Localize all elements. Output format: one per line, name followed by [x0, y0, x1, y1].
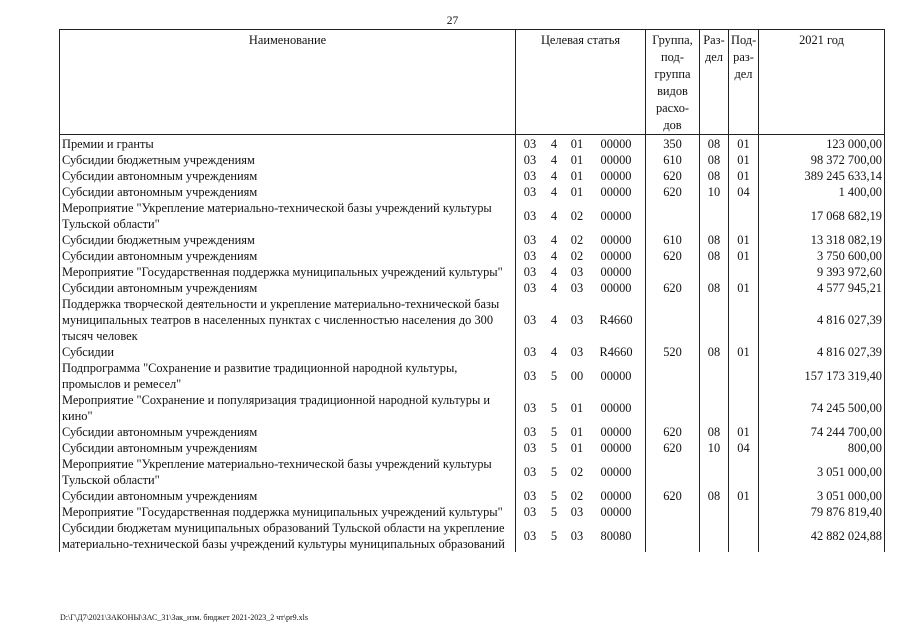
code-part-1: 03	[523, 233, 537, 247]
code-part-4: 00000	[600, 169, 632, 183]
row-name: Субсидии	[60, 344, 516, 360]
table-row	[60, 440, 885, 456]
code-part-1: 03	[523, 369, 537, 383]
row-target-article	[516, 184, 646, 200]
row-subsection	[729, 456, 759, 488]
row-amount: 3 051 000,00	[759, 488, 885, 504]
row-expense-group: 350	[646, 135, 700, 153]
table-row	[60, 232, 885, 248]
table-row	[60, 200, 885, 232]
row-amount: 79 876 819,40	[759, 504, 885, 520]
row-section	[700, 296, 729, 344]
code-part-1: 03	[523, 313, 537, 327]
row-amount: 4 577 945,21	[759, 280, 885, 296]
row-expense-group: 620	[646, 280, 700, 296]
code-part-3: 01	[570, 137, 584, 151]
row-subsection: 01	[729, 488, 759, 504]
code-part-3: 01	[570, 425, 584, 439]
code-part-4: 80080	[600, 529, 632, 543]
row-amount: 3 051 000,00	[759, 456, 885, 488]
table-row	[60, 248, 885, 264]
code-part-4: 00000	[600, 441, 632, 455]
row-target-article	[516, 344, 646, 360]
row-section: 08	[700, 344, 729, 360]
header-name: Наименование	[60, 30, 516, 135]
row-expense-group	[646, 456, 700, 488]
row-target-article	[516, 360, 646, 392]
code-part-4: 00000	[600, 465, 632, 479]
row-subsection: 01	[729, 280, 759, 296]
code-part-3: 02	[570, 489, 584, 503]
row-subsection: 01	[729, 168, 759, 184]
row-amount: 98 372 700,00	[759, 152, 885, 168]
row-subsection	[729, 296, 759, 344]
header-row	[60, 30, 885, 135]
row-expense-group	[646, 296, 700, 344]
row-name: Субсидии бюджетным учреждениям	[60, 152, 516, 168]
row-target-article	[516, 232, 646, 248]
row-name: Поддержка творческой деятельности и укрепление материально-технической базы муниципальных театров в населенных пунктах с численностью населения до 300 тысяч человек	[60, 296, 516, 344]
row-amount: 4 816 027,39	[759, 344, 885, 360]
code-part-4: 00000	[600, 505, 632, 519]
code-part-1: 03	[523, 249, 537, 263]
row-expense-group: 620	[646, 424, 700, 440]
code-part-3: 01	[570, 185, 584, 199]
code-part-2: 4	[550, 233, 558, 247]
header-section: Раз- дел	[700, 30, 729, 135]
code-part-2: 4	[550, 185, 558, 199]
row-target-article	[516, 135, 646, 153]
code-part-1: 03	[523, 489, 537, 503]
code-part-3: 03	[570, 313, 584, 327]
row-target-article	[516, 200, 646, 232]
row-amount: 13 318 082,19	[759, 232, 885, 248]
code-part-4: 00000	[600, 185, 632, 199]
code-part-2: 5	[550, 505, 558, 519]
code-part-4: 00000	[600, 489, 632, 503]
row-expense-group: 620	[646, 168, 700, 184]
row-amount: 9 393 972,60	[759, 264, 885, 280]
code-part-3: 02	[570, 465, 584, 479]
code-part-4: 00000	[600, 281, 632, 295]
row-subsection	[729, 504, 759, 520]
code-part-1: 03	[523, 505, 537, 519]
code-part-3: 03	[570, 345, 584, 359]
row-subsection: 01	[729, 424, 759, 440]
code-part-1: 03	[523, 465, 537, 479]
code-part-3: 02	[570, 209, 584, 223]
code-part-4: 00000	[600, 249, 632, 263]
row-target-article	[516, 456, 646, 488]
code-part-2: 4	[550, 281, 558, 295]
footer-file-path: D:\Г\Д7\2021\ЗАКОНЫ\ЗАС_31\Зак_изм. бюджет 2021-2023_2 чт\pr9.xls	[60, 613, 309, 622]
row-target-article	[516, 440, 646, 456]
row-target-article	[516, 392, 646, 424]
code-part-3: 01	[570, 441, 584, 455]
row-section: 08	[700, 248, 729, 264]
row-amount: 1 400,00	[759, 184, 885, 200]
row-subsection: 01	[729, 135, 759, 153]
code-part-3: 00	[570, 369, 584, 383]
row-expense-group: 610	[646, 152, 700, 168]
row-expense-group: 520	[646, 344, 700, 360]
code-part-3: 02	[570, 233, 584, 247]
row-expense-group	[646, 504, 700, 520]
code-part-2: 5	[550, 425, 558, 439]
code-part-2: 5	[550, 529, 558, 543]
row-amount: 3 750 600,00	[759, 248, 885, 264]
page-number: 27	[446, 15, 459, 27]
row-expense-group: 620	[646, 488, 700, 504]
header-year-2021: 2021 год	[759, 30, 885, 135]
row-name: Субсидии автономным учреждениям	[60, 184, 516, 200]
row-name: Субсидии бюджетным учреждениям	[60, 232, 516, 248]
row-name: Субсидии автономным учреждениям	[60, 488, 516, 504]
code-part-1: 03	[523, 345, 537, 359]
row-amount: 74 245 500,00	[759, 392, 885, 424]
code-part-4: 00000	[600, 401, 632, 415]
code-part-1: 03	[523, 441, 537, 455]
code-part-1: 03	[523, 265, 537, 279]
row-subsection	[729, 264, 759, 280]
code-part-4: 00000	[600, 265, 632, 279]
row-expense-group: 620	[646, 248, 700, 264]
row-target-article	[516, 280, 646, 296]
row-target-article	[516, 504, 646, 520]
code-part-2: 4	[550, 209, 558, 223]
row-target-article	[516, 152, 646, 168]
row-amount: 123 000,00	[759, 135, 885, 153]
row-expense-group: 620	[646, 440, 700, 456]
code-part-3: 03	[570, 265, 584, 279]
header-expense-group: Группа, под- группа видов расхо- дов	[646, 30, 700, 135]
budget-table	[59, 29, 885, 552]
code-part-3: 02	[570, 249, 584, 263]
code-part-3: 03	[570, 281, 584, 295]
budget-sheet	[59, 29, 884, 552]
row-section: 08	[700, 152, 729, 168]
code-part-1: 03	[523, 425, 537, 439]
code-part-4: 00000	[600, 153, 632, 167]
code-part-2: 4	[550, 345, 558, 359]
row-name: Субсидии автономным учреждениям	[60, 248, 516, 264]
row-name: Премии и гранты	[60, 135, 516, 153]
table-row	[60, 456, 885, 488]
table-row	[60, 152, 885, 168]
table-row	[60, 296, 885, 344]
row-section	[700, 360, 729, 392]
row-target-article	[516, 168, 646, 184]
row-expense-group	[646, 520, 700, 552]
row-expense-group	[646, 264, 700, 280]
code-part-1: 03	[523, 401, 537, 415]
code-part-3: 03	[570, 529, 584, 543]
code-part-2: 4	[550, 169, 558, 183]
code-part-1: 03	[523, 529, 537, 543]
row-name: Подпрограмма "Сохранение и развитие традиционной народной культуры, промыслов и ремесел"	[60, 360, 516, 392]
row-amount: 4 816 027,39	[759, 296, 885, 344]
code-part-2: 5	[550, 369, 558, 383]
row-name: Субсидии бюджетам муниципальных образований Тульской области на укрепление материально-технической базы учреждений культуры муниципальных образований	[60, 520, 516, 552]
row-amount: 42 882 024,88	[759, 520, 885, 552]
code-part-3: 01	[570, 401, 584, 415]
code-part-1: 03	[523, 209, 537, 223]
code-part-2: 4	[550, 249, 558, 263]
table-row	[60, 504, 885, 520]
header-target-article: Целевая статья	[516, 30, 646, 135]
code-part-2: 5	[550, 401, 558, 415]
row-section	[700, 392, 729, 424]
row-amount: 800,00	[759, 440, 885, 456]
budget-rows	[60, 135, 885, 553]
code-part-4: 00000	[600, 137, 632, 151]
table-row	[60, 424, 885, 440]
code-part-3: 01	[570, 169, 584, 183]
code-part-3: 03	[570, 505, 584, 519]
table-row	[60, 344, 885, 360]
row-expense-group	[646, 360, 700, 392]
table-row	[60, 488, 885, 504]
row-section	[700, 264, 729, 280]
code-part-1: 03	[523, 281, 537, 295]
code-part-1: 03	[523, 153, 537, 167]
code-part-4: 00000	[600, 233, 632, 247]
code-part-3: 01	[570, 153, 584, 167]
row-section: 10	[700, 184, 729, 200]
row-expense-group	[646, 200, 700, 232]
row-name: Субсидии автономным учреждениям	[60, 424, 516, 440]
code-part-4: 00000	[600, 425, 632, 439]
row-section: 08	[700, 168, 729, 184]
row-section: 08	[700, 232, 729, 248]
code-part-1: 03	[523, 137, 537, 151]
row-name: Мероприятие "Укрепление материально-технической базы учреждений культуры Тульской области"	[60, 200, 516, 232]
row-target-article	[516, 296, 646, 344]
code-part-2: 4	[550, 313, 558, 327]
code-part-2: 5	[550, 441, 558, 455]
row-subsection: 01	[729, 344, 759, 360]
row-name: Субсидии автономным учреждениям	[60, 168, 516, 184]
row-subsection: 04	[729, 184, 759, 200]
table-row	[60, 360, 885, 392]
row-name: Мероприятие "Государственная поддержка муниципальных учреждений культуры"	[60, 264, 516, 280]
code-part-4: 00000	[600, 369, 632, 383]
code-part-4: R4660	[599, 345, 633, 359]
code-part-2: 4	[550, 265, 558, 279]
row-expense-group	[646, 392, 700, 424]
table-row	[60, 280, 885, 296]
row-name: Субсидии автономным учреждениям	[60, 280, 516, 296]
row-target-article	[516, 424, 646, 440]
row-name: Мероприятие "Государственная поддержка муниципальных учреждений культуры"	[60, 504, 516, 520]
row-section	[700, 200, 729, 232]
table-row	[60, 168, 885, 184]
row-expense-group: 610	[646, 232, 700, 248]
row-target-article	[516, 520, 646, 552]
row-subsection: 04	[729, 440, 759, 456]
row-target-article	[516, 264, 646, 280]
code-part-4: 00000	[600, 209, 632, 223]
row-subsection	[729, 200, 759, 232]
table-row	[60, 135, 885, 153]
row-subsection: 01	[729, 152, 759, 168]
row-section	[700, 504, 729, 520]
table-row	[60, 392, 885, 424]
code-part-2: 5	[550, 465, 558, 479]
table-row	[60, 184, 885, 200]
row-subsection: 01	[729, 232, 759, 248]
row-target-article	[516, 248, 646, 264]
row-section: 08	[700, 424, 729, 440]
header-subsection: Под- раз- дел	[729, 30, 759, 135]
row-subsection	[729, 360, 759, 392]
row-section: 08	[700, 280, 729, 296]
code-part-2: 4	[550, 137, 558, 151]
code-part-4: R4660	[599, 313, 633, 327]
row-section: 08	[700, 135, 729, 153]
row-subsection	[729, 392, 759, 424]
row-name: Мероприятие "Укрепление материально-технической базы учреждений культуры Тульской области"	[60, 456, 516, 488]
code-part-1: 03	[523, 185, 537, 199]
row-subsection	[729, 520, 759, 552]
code-part-2: 4	[550, 153, 558, 167]
row-name: Мероприятие "Сохранение и популяризация традиционной народной культуры и кино"	[60, 392, 516, 424]
row-section: 08	[700, 488, 729, 504]
row-amount: 157 173 319,40	[759, 360, 885, 392]
row-section: 10	[700, 440, 729, 456]
table-row	[60, 264, 885, 280]
code-part-1: 03	[523, 169, 537, 183]
row-expense-group: 620	[646, 184, 700, 200]
code-part-2: 5	[550, 489, 558, 503]
row-section	[700, 520, 729, 552]
row-amount: 389 245 633,14	[759, 168, 885, 184]
table-row	[60, 520, 885, 552]
row-name: Субсидии автономным учреждениям	[60, 440, 516, 456]
row-subsection: 01	[729, 248, 759, 264]
row-section	[700, 456, 729, 488]
row-amount: 17 068 682,19	[759, 200, 885, 232]
row-amount: 74 244 700,00	[759, 424, 885, 440]
row-target-article	[516, 488, 646, 504]
